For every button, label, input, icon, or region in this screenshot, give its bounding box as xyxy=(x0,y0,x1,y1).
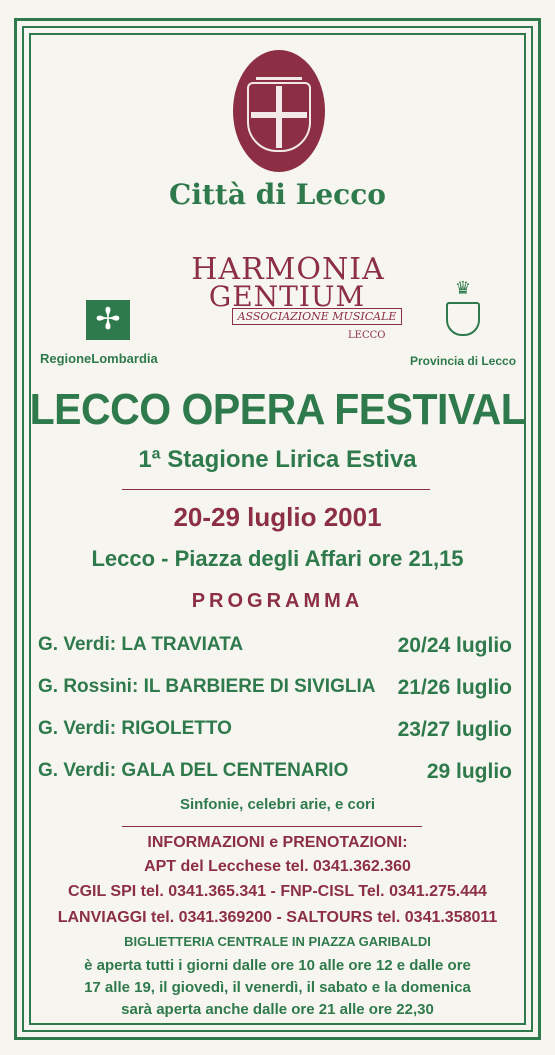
info-lanviaggi: LANVIAGGI tel. 0341.369200 - SALTOURS tel. 0341.358011 xyxy=(57,909,498,926)
lombardia-rose-icon: ✢ xyxy=(86,300,130,340)
info-cgil: CGIL SPI tel. 0341.365.341 - FNP-CISL Tel. 0341.275.444 xyxy=(68,883,487,900)
province-label: Provincia di Lecco xyxy=(410,354,517,368)
program-row xyxy=(38,718,512,746)
harmonia-logo-line2: GENTIUM xyxy=(208,280,366,313)
programma-heading: PROGRAMMA xyxy=(191,590,364,612)
program-title: G. Verdi: GALA DEL CENTENARIO xyxy=(38,760,349,781)
program-title: G. Rossini: IL BARBIERE DI SIVIGLIA xyxy=(38,676,376,697)
program-date: 20/24 luglio xyxy=(397,634,512,657)
info-apt: APT del Lecchese tel. 0341.362.360 xyxy=(144,858,411,875)
info-heading: INFORMAZIONI e PRENOTAZIONI: xyxy=(147,834,408,851)
provincia-crown-icon: ♛ xyxy=(454,278,472,299)
festival-venue: Lecco - Piazza degli Affari ore 21,15 xyxy=(91,546,464,571)
provincia-crest-icon xyxy=(446,302,480,336)
info-hours: sarà aperta anche dalle ore 21 alle ore 22,30 xyxy=(121,1001,434,1018)
program-date: 23/27 luglio xyxy=(397,718,512,741)
crest-crown xyxy=(256,58,302,80)
festival-title: LECCO OPERA FESTIVAL xyxy=(29,384,526,434)
program-title: G. Verdi: RIGOLETTO xyxy=(38,718,232,739)
program-row xyxy=(38,676,512,704)
city-name: Città di Lecco xyxy=(169,178,386,211)
divider xyxy=(122,489,430,490)
association-label: ASSOCIAZIONE MUSICALE xyxy=(232,308,402,325)
info-hours: è aperta tutti i giorni dalle ore 10 alle ore 12 e dalle ore xyxy=(84,957,471,974)
info-hours: 17 alle 19, il giovedì, il venerdì, il sabato e la domenica xyxy=(84,979,471,996)
program-date: 29 luglio xyxy=(426,760,512,783)
festival-subtitle: 1ª Stagione Lirica Estiva xyxy=(138,446,417,473)
harmonia-logo-line1: HARMONIA xyxy=(191,252,385,287)
crest-cross-horizontal xyxy=(251,112,307,118)
divider xyxy=(122,826,422,827)
program-date: 21/26 luglio xyxy=(397,676,512,699)
program-title: G. Verdi: LA TRAVIATA xyxy=(38,634,244,655)
festival-dates: 20-29 luglio 2001 xyxy=(173,502,382,532)
program-row xyxy=(38,634,512,662)
region-label: RegioneLombardia xyxy=(40,351,158,366)
info-biglietteria: BIGLIETTERIA CENTRALE IN PIAZZA GARIBALDI xyxy=(124,934,431,949)
program-row xyxy=(38,760,512,788)
association-city: LECCO xyxy=(348,330,386,341)
gala-note: Sinfonie, celebri arie, e cori xyxy=(179,796,376,813)
